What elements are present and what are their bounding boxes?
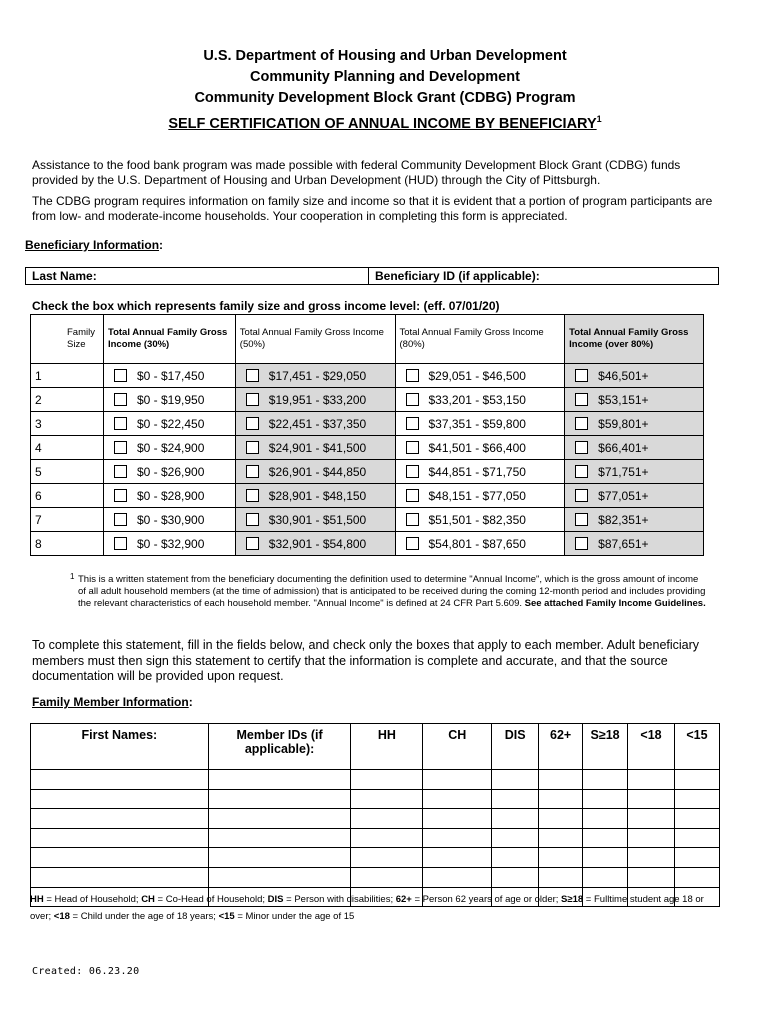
income-50-cell <box>235 484 395 508</box>
family-member-cell[interactable] <box>423 867 492 887</box>
legend-ch-text: = Co-Head of Household; <box>154 894 268 905</box>
intro-paragraph-1: Assistance to the food bank program was made possible with federal Community Development Block Grant (CDBG) funds provided by the U.S. Department of Housing and Urban Development (HUD) through the City of Pittsburgh. <box>32 158 681 187</box>
form-title-footnote-mark: 1 <box>596 114 602 124</box>
income-instruction: Check the box which represents family size and gross income level: (eff. 07/01/20) <box>32 299 500 313</box>
family-member-cell[interactable] <box>423 809 492 829</box>
income-value: 2 <box>35 392 42 407</box>
income-over-80-cell <box>565 436 704 460</box>
family-member-cell[interactable] <box>492 828 539 848</box>
legend-hh: HH <box>30 894 44 905</box>
income-checkbox[interactable] <box>406 417 419 430</box>
family-member-cell[interactable] <box>492 809 539 829</box>
income-checkbox[interactable] <box>406 393 419 406</box>
family-member-cell[interactable] <box>674 770 719 790</box>
family-size-cell <box>31 484 104 508</box>
income-50-cell <box>235 460 395 484</box>
family-heading-text: Family Member Information <box>32 695 189 709</box>
income-80-cell <box>395 436 565 460</box>
income-checkbox[interactable] <box>246 369 259 382</box>
income-over-80-cell <box>565 460 704 484</box>
income-checkbox[interactable] <box>575 369 588 382</box>
family-col-header: Member IDs (if applicable): <box>208 724 351 770</box>
family-col-header: DIS <box>492 724 539 770</box>
income-30-cell <box>103 508 235 532</box>
family-size-cell <box>31 388 104 412</box>
income-checkbox[interactable] <box>246 393 259 406</box>
income-row <box>31 436 704 460</box>
family-col-header: S≥18 <box>583 724 628 770</box>
income-value: $41,501 - $66,400 <box>428 440 526 455</box>
family-size-cell <box>31 508 104 532</box>
family-member-cell[interactable] <box>674 809 719 829</box>
family-member-cell[interactable] <box>492 867 539 887</box>
legend-s18: S≥18 <box>561 894 584 905</box>
family-member-cell[interactable] <box>583 848 628 868</box>
income-checkbox[interactable] <box>406 465 419 478</box>
created-date: Created: 06.23.20 <box>32 966 140 977</box>
family-member-cell[interactable] <box>208 867 351 887</box>
income-over-80-cell <box>565 508 704 532</box>
family-col-header: CH <box>423 724 492 770</box>
income-over-80-cell <box>565 484 704 508</box>
income-checkbox[interactable] <box>114 513 127 526</box>
income-value: $44,851 - $71,750 <box>428 464 526 479</box>
family-member-cell[interactable] <box>351 770 423 790</box>
income-value: $82,351+ <box>598 512 649 527</box>
income-checkbox[interactable] <box>246 441 259 454</box>
income-50-cell <box>235 388 395 412</box>
income-over-80-cell <box>565 532 704 556</box>
income-30-cell <box>103 532 235 556</box>
family-member-cell[interactable] <box>423 770 492 790</box>
family-member-cell[interactable] <box>31 848 209 868</box>
family-member-cell[interactable] <box>31 867 209 887</box>
header-income-over-80: Total Annual Family Gross Income (over 80%) <box>565 315 704 364</box>
family-member-cell[interactable] <box>539 848 583 868</box>
family-member-cell[interactable] <box>351 828 423 848</box>
footnote-mark: 1 <box>70 572 75 581</box>
beneficiary-info-table <box>25 267 719 285</box>
income-checkbox[interactable] <box>575 393 588 406</box>
footnote <box>78 574 708 610</box>
income-value: $77,051+ <box>598 488 649 503</box>
beneficiary-heading-text: Beneficiary Information <box>25 238 160 252</box>
legend-u15-text: = Minor under the age of 15 <box>234 911 355 922</box>
income-checkbox[interactable] <box>246 537 259 550</box>
family-member-cell[interactable] <box>583 789 628 809</box>
family-member-table <box>30 723 720 907</box>
legend-u18: <18 <box>53 911 70 922</box>
income-50-cell <box>235 532 395 556</box>
family-member-row <box>31 828 720 848</box>
income-value: $0 - $26,900 <box>136 464 205 479</box>
income-value: $87,651+ <box>598 536 649 551</box>
form-title <box>0 109 770 135</box>
income-value: $59,801+ <box>598 416 649 431</box>
income-checkbox[interactable] <box>575 465 588 478</box>
legend-ch: CH <box>141 894 155 905</box>
family-col-header: <18 <box>628 724 675 770</box>
family-member-cell[interactable] <box>539 828 583 848</box>
income-30-cell <box>103 412 235 436</box>
income-value: $37,351 - $59,800 <box>428 416 526 431</box>
legend-62: 62+ <box>395 894 412 905</box>
family-size-cell <box>31 436 104 460</box>
family-member-cell[interactable] <box>423 848 492 868</box>
income-checkbox[interactable] <box>114 369 127 382</box>
income-row <box>31 412 704 436</box>
income-row <box>31 388 704 412</box>
income-value: 8 <box>35 536 42 551</box>
family-member-cell[interactable] <box>492 770 539 790</box>
family-member-cell[interactable] <box>539 789 583 809</box>
family-member-cell[interactable] <box>423 789 492 809</box>
income-over-80-cell <box>565 412 704 436</box>
income-50-cell <box>235 508 395 532</box>
income-value: $28,901 - $48,150 <box>268 488 367 503</box>
last-name-label: Last Name: <box>32 269 97 283</box>
income-value: $0 - $24,900 <box>136 440 205 455</box>
family-member-row <box>31 867 720 887</box>
income-checkbox[interactable] <box>575 513 588 526</box>
income-30-cell <box>103 460 235 484</box>
office-name: Community Planning and Development <box>250 69 520 85</box>
income-checkbox[interactable] <box>406 489 419 502</box>
family-member-cell[interactable] <box>628 848 675 868</box>
income-value: $29,051 - $46,500 <box>428 368 526 383</box>
family-member-cell[interactable] <box>31 789 209 809</box>
family-member-cell[interactable] <box>539 770 583 790</box>
income-checkbox[interactable] <box>246 489 259 502</box>
income-checkbox[interactable] <box>114 417 127 430</box>
family-member-row <box>31 809 720 829</box>
family-col-header: First Names: <box>31 724 209 770</box>
family-member-cell[interactable] <box>674 828 719 848</box>
income-checkbox[interactable] <box>114 489 127 502</box>
family-member-cell[interactable] <box>208 789 351 809</box>
income-checkbox[interactable] <box>575 537 588 550</box>
family-member-cell[interactable] <box>674 867 719 887</box>
family-member-cell[interactable] <box>539 867 583 887</box>
income-value: 4 <box>35 440 42 455</box>
income-value: 3 <box>35 416 42 431</box>
income-value: $0 - $32,900 <box>136 536 205 551</box>
family-member-cell[interactable] <box>583 809 628 829</box>
income-checkbox[interactable] <box>406 369 419 382</box>
family-member-cell[interactable] <box>628 789 675 809</box>
family-size-cell <box>31 460 104 484</box>
family-member-cell[interactable] <box>31 770 209 790</box>
family-member-cell[interactable] <box>583 770 628 790</box>
income-30-cell <box>103 364 235 388</box>
legend <box>30 891 720 925</box>
income-checkbox[interactable] <box>246 465 259 478</box>
family-size-cell <box>31 412 104 436</box>
legend-62-text: = Person 62 years of age or older; <box>411 894 562 905</box>
footnote-text: This is a written statement from the beneficiary documenting the definition used to determine "Annual Income", which is the gross amount of income of all adult household members (at the time of admission) that is anticipated to be received during the coming 12-month period and includes providing the relevant characteristics of each household member. "Annual Income" is defined at 24 CFR Part 5.609. <box>78 574 706 609</box>
completion-instructions: To complete this statement, fill in the fields below, and check only the boxes that apply to each member. Adult beneficiary members must then sign this statement to certify that the information is complete and accurate, and that the source documentation will be provided upon request. <box>32 638 700 683</box>
income-value: 6 <box>35 488 42 503</box>
family-member-cell[interactable] <box>583 828 628 848</box>
income-value: $46,501+ <box>598 368 649 383</box>
income-row <box>31 508 704 532</box>
family-member-cell[interactable] <box>674 789 719 809</box>
income-checkbox[interactable] <box>114 393 127 406</box>
income-80-cell <box>395 460 565 484</box>
family-member-cell[interactable] <box>492 848 539 868</box>
income-value: $54,801 - $87,650 <box>428 536 526 551</box>
income-value: $0 - $19,950 <box>136 392 205 407</box>
legend-u15: <15 <box>218 911 235 922</box>
family-member-row <box>31 789 720 809</box>
income-value: $19,951 - $33,200 <box>268 392 367 407</box>
income-80-cell <box>395 364 565 388</box>
family-member-cell[interactable] <box>539 809 583 829</box>
income-over-80-cell <box>565 388 704 412</box>
income-30-cell <box>103 484 235 508</box>
income-checkbox[interactable] <box>114 537 127 550</box>
income-row <box>31 460 704 484</box>
header-income-30: Total Annual Family Gross Income (30%) <box>103 315 235 364</box>
income-value: 1 <box>35 368 42 383</box>
legend-dis: DIS <box>267 894 284 905</box>
family-size-cell <box>31 364 104 388</box>
legend-u18-text: = Child under the age of 18 years; <box>69 911 219 922</box>
income-value: $71,751+ <box>598 464 649 479</box>
family-member-cell[interactable] <box>351 789 423 809</box>
family-col-header: 62+ <box>539 724 583 770</box>
family-col-header: <15 <box>674 724 719 770</box>
income-row <box>31 532 704 556</box>
income-value: $32,901 - $54,800 <box>268 536 367 551</box>
income-80-cell <box>395 484 565 508</box>
family-member-cell[interactable] <box>31 809 209 829</box>
income-value: 5 <box>35 464 42 479</box>
family-member-cell[interactable] <box>208 828 351 848</box>
income-value: $26,901 - $44,850 <box>268 464 367 479</box>
intro-paragraph-2: The CDBG program requires information on family size and income so that it is evident that a portion of program participants are from low- and moderate-income households. Your cooperation in completing this form is appreciated. <box>32 194 713 223</box>
income-value: $0 - $28,900 <box>136 488 205 503</box>
header-income-50: Total Annual Family Gross Income (50%) <box>235 315 395 364</box>
family-member-cell[interactable] <box>351 867 423 887</box>
income-checkbox[interactable] <box>406 513 419 526</box>
family-member-cell[interactable] <box>351 848 423 868</box>
family-member-cell[interactable] <box>583 867 628 887</box>
income-value: $0 - $22,450 <box>136 416 205 431</box>
income-value: 7 <box>35 512 42 527</box>
income-value: $66,401+ <box>598 440 649 455</box>
income-value: $53,151+ <box>598 392 649 407</box>
income-50-cell <box>235 436 395 460</box>
agency-name: U.S. Department of Housing and Urban Development <box>203 48 567 64</box>
family-size-cell <box>31 532 104 556</box>
income-value: $22,451 - $37,350 <box>268 416 367 431</box>
beneficiary-heading: Beneficiary Information: <box>25 238 164 252</box>
form-title-text: SELF CERTIFICATION OF ANNUAL INCOME BY BENEFICIARY <box>168 115 597 132</box>
family-member-cell[interactable] <box>423 828 492 848</box>
header-family-size: Family Size <box>31 315 104 364</box>
income-checkbox[interactable] <box>114 465 127 478</box>
income-value: $51,501 - $82,350 <box>428 512 526 527</box>
income-80-cell <box>395 532 565 556</box>
family-member-row <box>31 770 720 790</box>
family-member-cell[interactable] <box>492 789 539 809</box>
income-30-cell <box>103 388 235 412</box>
income-50-cell <box>235 412 395 436</box>
family-member-cell[interactable] <box>628 867 675 887</box>
last-name-field[interactable] <box>26 268 369 285</box>
income-80-cell <box>395 412 565 436</box>
family-heading: Family Member Information: <box>32 695 193 709</box>
income-checkbox[interactable] <box>114 441 127 454</box>
program-name: Community Development Block Grant (CDBG) Program <box>194 90 576 106</box>
family-member-cell[interactable] <box>208 809 351 829</box>
beneficiary-id-field[interactable] <box>369 268 719 285</box>
income-checkbox[interactable] <box>575 417 588 430</box>
family-member-cell[interactable] <box>628 770 675 790</box>
family-member-cell[interactable] <box>208 770 351 790</box>
income-checkbox[interactable] <box>406 441 419 454</box>
income-50-cell <box>235 364 395 388</box>
income-30-cell <box>103 436 235 460</box>
income-row <box>31 364 704 388</box>
beneficiary-id-label: Beneficiary ID (if applicable): <box>375 269 540 283</box>
income-row <box>31 484 704 508</box>
income-over-80-cell <box>565 364 704 388</box>
income-value: $0 - $30,900 <box>136 512 205 527</box>
income-value: $0 - $17,450 <box>136 368 205 383</box>
income-checkbox[interactable] <box>406 537 419 550</box>
income-checkbox[interactable] <box>575 489 588 502</box>
family-member-row <box>31 848 720 868</box>
family-member-cell[interactable] <box>674 848 719 868</box>
income-80-cell <box>395 508 565 532</box>
income-value: $33,201 - $53,150 <box>428 392 526 407</box>
income-80-cell <box>395 388 565 412</box>
income-checkbox[interactable] <box>575 441 588 454</box>
family-member-cell[interactable] <box>208 848 351 868</box>
family-member-cell[interactable] <box>628 828 675 848</box>
income-checkbox[interactable] <box>246 417 259 430</box>
income-table <box>30 314 704 556</box>
legend-s18-text: = Fulltime student age 18 or over; <box>30 894 704 922</box>
income-value: $24,901 - $41,500 <box>268 440 367 455</box>
family-col-header: HH <box>351 724 423 770</box>
family-member-cell[interactable] <box>628 809 675 829</box>
family-member-cell[interactable] <box>31 828 209 848</box>
header-income-80: Total Annual Family Gross Income (80%) <box>395 315 565 364</box>
income-value: $48,151 - $77,050 <box>428 488 526 503</box>
legend-dis-text: = Person with disabilities; <box>283 894 396 905</box>
family-member-cell[interactable] <box>351 809 423 829</box>
legend-hh-text: = Head of Household; <box>43 894 142 905</box>
income-value: $17,451 - $29,050 <box>268 368 367 383</box>
income-checkbox[interactable] <box>246 513 259 526</box>
footnote-guidelines: See attached Family Income Guidelines. <box>524 598 706 609</box>
income-value: $30,901 - $51,500 <box>268 512 367 527</box>
